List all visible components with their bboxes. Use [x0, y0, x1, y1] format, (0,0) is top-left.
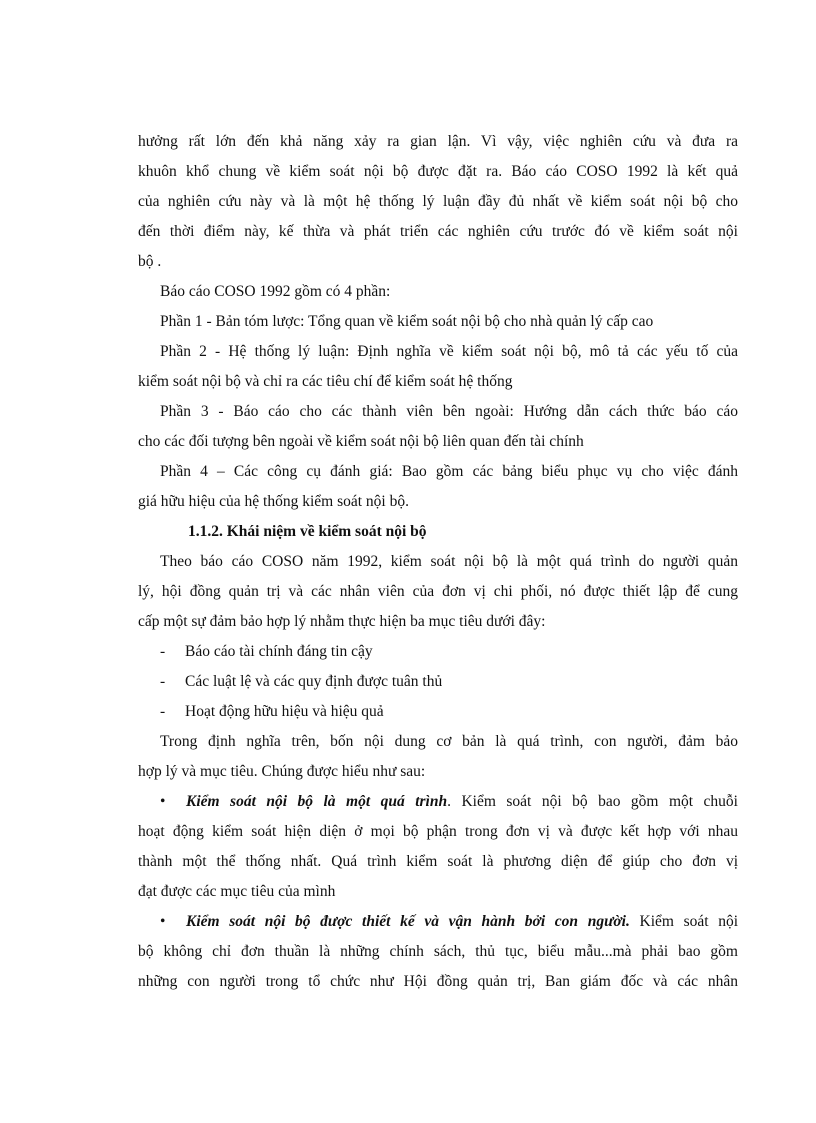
bullet-text: . Kiểm soát nội bộ bao gồm một chuỗi — [447, 793, 738, 810]
definition-line-3: cấp một sự đảm bảo hợp lý nhằm thực hiện ba mục tiêu dưới đây: — [138, 613, 546, 630]
goal-item — [138, 667, 738, 697]
coso-parts-intro: Báo cáo COSO 1992 gồm có 4 phần: — [160, 283, 391, 300]
goal-text: Hoạt động hữu hiệu và hiệu quả — [185, 703, 384, 720]
definition-line-1: Theo báo cáo COSO năm 1992, kiểm soát nội bộ là một quá trình do người quản — [160, 553, 738, 570]
bullet-icon: • — [160, 793, 166, 810]
content-line-2: hợp lý và mục tiêu. Chúng được hiểu như sau: — [138, 763, 426, 780]
bullet-2-line-3: những con người trong tổ chức như Hội đồng quản trị, Ban giám đốc và các nhân — [138, 973, 738, 990]
part-2-line-1: Phần 2 - Hệ thống lý luận: Định nghĩa về kiểm soát nội bộ, mô tả các yếu tố của — [160, 343, 738, 360]
bullet-1-line-3: thành một thể thống nhất. Quá trình kiểm soát là phương diện để giúp cho đơn vị — [138, 853, 738, 870]
bullet-text: Kiểm soát nội — [629, 913, 738, 930]
bullet-2-line-2: bộ không chỉ đơn thuần là những chính sách, thủ tục, biểu mẫu...mà phải bao gồm — [138, 943, 738, 960]
part-3-line-1: Phần 3 - Báo cáo cho các thành viên bên ngoài: Hướng dẫn cách thức báo cáo — [160, 403, 738, 420]
goal-item — [138, 637, 738, 667]
goal-item — [138, 697, 738, 727]
paragraph-line: bộ . — [138, 253, 162, 270]
bullet-1-line-2: hoạt động kiểm soát hiện diện ở mọi bộ phận trong đơn vị và được kết hợp với nhau — [138, 823, 738, 840]
part-4-line-2: giá hữu hiệu của hệ thống kiểm soát nội bộ. — [138, 493, 409, 510]
content-line-1: Trong định nghĩa trên, bốn nội dung cơ bản là quá trình, con người, đảm bảo — [160, 733, 738, 750]
definition-line-2: lý, hội đồng quản trị và các nhân viên của đơn vị chi phối, nó được thiết lập để cung — [138, 583, 738, 600]
dash-marker: - — [160, 703, 166, 720]
paragraph-line: của nghiên cứu này và là một hệ thống lý luận đầy đủ nhất về kiểm soát nội bộ cho — [138, 193, 738, 210]
dash-marker: - — [160, 643, 166, 660]
bullet-icon: • — [160, 913, 166, 930]
part-4-line-1: Phần 4 – Các công cụ đánh giá: Bao gồm các bảng biểu phục vụ cho việc đánh — [160, 463, 738, 480]
part-2-line-2: kiểm soát nội bộ và chỉ ra các tiêu chí để kiểm soát hệ thống — [138, 373, 513, 390]
section-heading: 1.1.2. Khái niệm về kiểm soát nội bộ — [188, 523, 427, 540]
bullet-2-line-1 — [138, 907, 738, 937]
dash-marker: - — [160, 673, 166, 690]
paragraph-line: hưởng rất lớn đến khả năng xảy ra gian lận. Vì vậy, việc nghiên cứu và đưa ra — [138, 133, 738, 150]
document-page — [138, 127, 738, 997]
goal-text: Các luật lệ và các quy định được tuân thủ — [185, 673, 443, 690]
goal-text: Báo cáo tài chính đáng tin cậy — [185, 643, 373, 660]
bullet-lead: Kiểm soát nội bộ là một quá trình — [186, 793, 448, 810]
bullet-1-line-1 — [138, 787, 738, 817]
paragraph-line: khuôn khổ chung về kiểm soát nội bộ được đặt ra. Báo cáo COSO 1992 là kết quả — [138, 163, 738, 180]
part-3-line-2: cho các đối tượng bên ngoài về kiểm soát nội bộ liên quan đến tài chính — [138, 433, 584, 450]
bullet-lead: Kiểm soát nội bộ được thiết kế và vận hành bởi con người. — [186, 913, 630, 930]
bullet-1-line-4: đạt được các mục tiêu của mình — [138, 883, 336, 900]
part-1: Phần 1 - Bản tóm lược: Tổng quan về kiểm soát nội bộ cho nhà quản lý cấp cao — [160, 313, 654, 330]
paragraph-line: đến thời điểm này, kế thừa và phát triển các nghiên cứu trước đó về kiểm soát nội — [138, 223, 738, 240]
